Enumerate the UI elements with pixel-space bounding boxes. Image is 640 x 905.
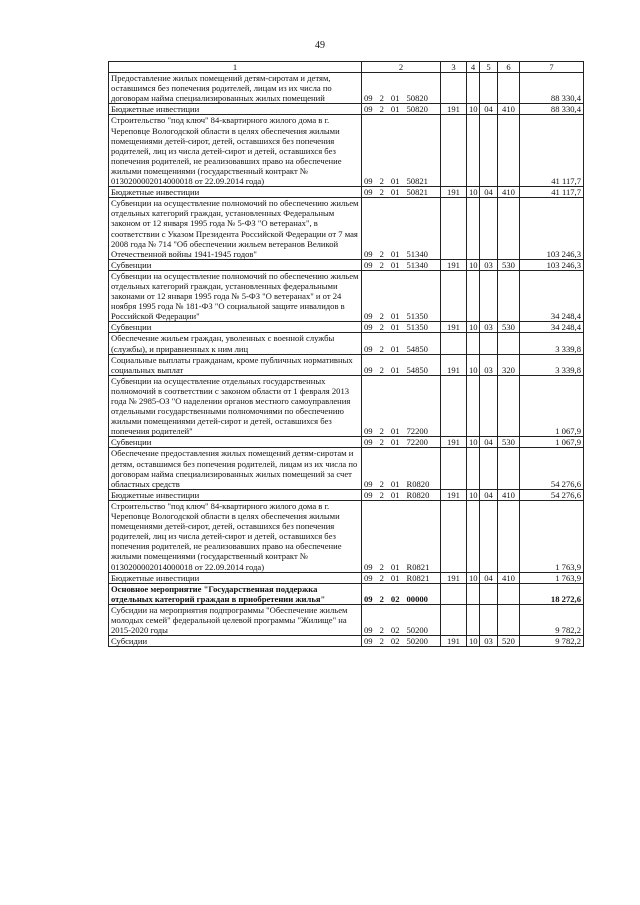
code-part: 2	[379, 636, 384, 647]
table-row	[109, 187, 584, 198]
row-col-5: 04	[480, 489, 498, 500]
row-col-3: 191	[441, 572, 467, 583]
row-col-4: 10	[467, 572, 480, 583]
code-part: 01	[390, 311, 400, 322]
code-part: 54850	[406, 364, 428, 375]
row-name: Социальные выплаты гражданам, кроме публичных нормативных социальных выплат	[109, 354, 362, 375]
code-part: 01	[390, 489, 400, 500]
table-row	[109, 375, 584, 437]
code-part: 09	[364, 572, 373, 583]
row-name: Субсидии на мероприятия подпрограммы "Обеспечение жильем молодых семей" федеральной целевой программы "Жилище" на 2015-2020 годы	[109, 604, 362, 635]
table-header-row	[109, 62, 584, 73]
row-amount: 88 330,4	[520, 73, 584, 104]
row-amount: 54 276,6	[520, 489, 584, 500]
row-name: Субвенции на осуществление отдельных государственных полномочий в соответствии с законом области от 1 февраля 2013 года № 2985-ОЗ "О наделении органов местного самоуправления отдельными государственными полномочиями по обеспечению жилыми помещениями детей-сирот и детей, оставшихся без попечения родителей"	[109, 375, 362, 437]
row-col-5: 04	[480, 572, 498, 583]
row-amount: 34 248,4	[520, 270, 584, 321]
code-part: 01	[390, 322, 400, 333]
code-part: 2	[379, 187, 384, 198]
code-part: 01	[390, 176, 400, 187]
row-code	[362, 604, 441, 635]
code-part: 50821	[406, 176, 428, 187]
code-part: 02	[390, 636, 400, 647]
row-col-6: 520	[498, 636, 520, 647]
code-part: 50820	[406, 104, 428, 115]
table-row	[109, 259, 584, 270]
row-amount: 1 067,9	[520, 375, 584, 437]
row-col-5: 04	[480, 187, 498, 198]
row-col-3: 191	[441, 354, 467, 375]
code-part: 09	[364, 426, 373, 437]
row-col-6	[498, 270, 520, 321]
row-amount: 9 782,2	[520, 604, 584, 635]
code-part: 2	[379, 572, 384, 583]
row-code	[362, 198, 441, 260]
code-part: 01	[390, 437, 400, 448]
row-col-6	[498, 604, 520, 635]
row-col-6	[498, 333, 520, 354]
code-part: 01	[390, 426, 400, 437]
row-col-6: 410	[498, 572, 520, 583]
row-name: Субвенции	[109, 259, 362, 270]
row-col-6	[498, 198, 520, 260]
table-row	[109, 198, 584, 260]
row-name: Бюджетные инвестиции	[109, 104, 362, 115]
row-code	[362, 270, 441, 321]
table-row	[109, 448, 584, 489]
code-part: 01	[390, 259, 400, 270]
row-code	[362, 636, 441, 647]
row-col-5	[480, 500, 498, 572]
code-part: 2	[379, 104, 384, 115]
row-col-6	[498, 583, 520, 604]
row-code	[362, 333, 441, 354]
row-col-3: 191	[441, 187, 467, 198]
row-col-5	[480, 73, 498, 104]
column-header: 3	[441, 62, 467, 73]
code-part: 02	[390, 593, 400, 604]
row-name: Предоставление жилых помещений детям-сиротам и детям, оставшимся без попечения родителей, лицам из их числа по договорам найма специализированных жилых помещений	[109, 73, 362, 104]
row-col-3: 191	[441, 104, 467, 115]
code-part: 02	[390, 625, 400, 636]
code-part: 01	[390, 104, 400, 115]
code-part: 01	[390, 572, 400, 583]
row-code	[362, 572, 441, 583]
row-code	[362, 375, 441, 437]
row-code	[362, 500, 441, 572]
budget-table	[108, 61, 584, 647]
row-col-4	[467, 270, 480, 321]
row-col-3	[441, 375, 467, 437]
code-part: 01	[390, 364, 400, 375]
row-col-6: 410	[498, 187, 520, 198]
row-col-6: 530	[498, 259, 520, 270]
code-part: 01	[390, 561, 400, 572]
code-part: 09	[364, 561, 373, 572]
row-col-5: 03	[480, 322, 498, 333]
row-code	[362, 583, 441, 604]
row-name: Обеспечение жильем граждан, уволенных с военной службы (службы), и приравненных к ним лиц	[109, 333, 362, 354]
row-col-4	[467, 73, 480, 104]
row-amount: 1 763,9	[520, 572, 584, 583]
code-part: 09	[364, 322, 373, 333]
table-row	[109, 604, 584, 635]
table-row	[109, 636, 584, 647]
code-part: 50821	[406, 187, 428, 198]
row-col-6: 410	[498, 104, 520, 115]
code-part: 2	[379, 593, 384, 604]
row-col-5	[480, 333, 498, 354]
column-header: 1	[109, 62, 362, 73]
row-code	[362, 437, 441, 448]
code-part: 2	[379, 489, 384, 500]
code-part: 2	[379, 343, 384, 354]
code-part: 2	[379, 176, 384, 187]
row-code	[362, 187, 441, 198]
row-col-3: 191	[441, 437, 467, 448]
table-row	[109, 583, 584, 604]
code-part: 2	[379, 478, 384, 489]
row-amount: 41 117,7	[520, 115, 584, 187]
code-part: 09	[364, 478, 373, 489]
row-col-3	[441, 448, 467, 489]
code-part: 50820	[406, 93, 428, 104]
code-part: 09	[364, 593, 373, 604]
code-part: 01	[390, 93, 400, 104]
row-amount: 54 276,6	[520, 448, 584, 489]
row-col-5	[480, 448, 498, 489]
row-amount: 3 339,8	[520, 333, 584, 354]
row-name: Бюджетные инвестиции	[109, 489, 362, 500]
row-col-3	[441, 270, 467, 321]
row-name: Основное мероприятие "Государственная поддержка отдельных категорий граждан в приобретении жилья"	[109, 583, 362, 604]
row-name: Бюджетные инвестиции	[109, 572, 362, 583]
row-col-4: 10	[467, 322, 480, 333]
code-part: 09	[364, 93, 373, 104]
code-part: 51340	[406, 259, 428, 270]
row-code	[362, 73, 441, 104]
row-name: Субвенции на осуществление полномочий по обеспечению жильем отдельных категорий граждан, установленных Федеральным законом от 12 января 1995 года № 5-ФЗ "О ветеранах", в соответствии с Указом Президента Российской Федерации от 7 мая 2008 года № 714 "Об обеспечении жильем ветеранов Великой Отечественной войны 1941-1945 годов"	[109, 198, 362, 260]
row-col-5: 04	[480, 104, 498, 115]
row-amount: 3 339,8	[520, 354, 584, 375]
row-amount: 41 117,7	[520, 187, 584, 198]
row-col-5: 04	[480, 437, 498, 448]
code-part: R0820	[406, 489, 430, 500]
row-col-4	[467, 333, 480, 354]
row-col-6	[498, 115, 520, 187]
row-col-3	[441, 583, 467, 604]
table-row	[109, 333, 584, 354]
row-col-5	[480, 604, 498, 635]
code-part: 54850	[406, 343, 428, 354]
page-number: 49	[315, 40, 325, 51]
row-col-6: 530	[498, 322, 520, 333]
code-part: 2	[379, 364, 384, 375]
code-part: 2	[379, 322, 384, 333]
column-header: 5	[480, 62, 498, 73]
row-col-6	[498, 73, 520, 104]
row-name: Субвенции на осуществление полномочий по обеспечению жильем отдельных категорий граждан, установленных федеральными законами от 12 января 1995 года № 5-ФЗ "О ветеранах" и от 24 ноября 1995 года № 181-ФЗ "О социальной защите инвалидов в Российской Федерации"	[109, 270, 362, 321]
code-part: 01	[390, 478, 400, 489]
code-part: R0821	[406, 572, 430, 583]
row-col-3	[441, 115, 467, 187]
row-col-6: 530	[498, 437, 520, 448]
row-name: Бюджетные инвестиции	[109, 187, 362, 198]
row-col-3	[441, 73, 467, 104]
row-col-6: 410	[498, 489, 520, 500]
row-col-4	[467, 448, 480, 489]
row-col-4: 10	[467, 104, 480, 115]
column-header: 7	[520, 62, 584, 73]
code-part: 2	[379, 625, 384, 636]
code-part: 2	[379, 561, 384, 572]
row-name: Субвенции	[109, 322, 362, 333]
code-part: 2	[379, 248, 384, 259]
code-part: 09	[364, 176, 373, 187]
row-col-3: 191	[441, 322, 467, 333]
row-col-5: 03	[480, 259, 498, 270]
code-part: 01	[390, 343, 400, 354]
row-amount: 1 067,9	[520, 437, 584, 448]
code-part: 51350	[406, 311, 428, 322]
row-col-3	[441, 333, 467, 354]
row-amount: 103 246,3	[520, 198, 584, 260]
code-part: R0820	[406, 478, 430, 489]
code-part: 09	[364, 636, 373, 647]
code-part: 09	[364, 489, 373, 500]
row-col-4: 10	[467, 187, 480, 198]
row-amount: 34 248,4	[520, 322, 584, 333]
code-part: 09	[364, 311, 373, 322]
row-code	[362, 322, 441, 333]
column-header: 4	[467, 62, 480, 73]
code-part: 72200	[406, 437, 428, 448]
table-row	[109, 489, 584, 500]
table-row	[109, 104, 584, 115]
table-row	[109, 270, 584, 321]
row-col-5: 03	[480, 636, 498, 647]
row-col-5	[480, 583, 498, 604]
row-amount: 103 246,3	[520, 259, 584, 270]
row-col-5	[480, 270, 498, 321]
row-col-6	[498, 448, 520, 489]
row-col-4	[467, 604, 480, 635]
table-row	[109, 500, 584, 572]
code-part: 51350	[406, 322, 428, 333]
row-col-6	[498, 375, 520, 437]
row-col-3: 191	[441, 489, 467, 500]
code-part: 09	[364, 625, 373, 636]
row-name: Строительство "под ключ" 84-квартирного жилого дома в г. Череповце Вологодской области в целях обеспечения жилыми помещениями детей-сирот, детей, оставшихся без попечения родителей, лиц из числа детей-сирот и детей, оставшихся без попечения родителей, не реализовавших право на обеспечение жилыми помещениями (государственный контракт № 0130200002014000018 от 22.09.2014 года)	[109, 500, 362, 572]
code-part: 2	[379, 311, 384, 322]
code-part: 2	[379, 426, 384, 437]
row-col-6	[498, 500, 520, 572]
row-col-5	[480, 375, 498, 437]
row-col-4	[467, 198, 480, 260]
row-col-4: 10	[467, 354, 480, 375]
column-header: 2	[362, 62, 441, 73]
code-part: 09	[364, 187, 373, 198]
code-part: 72200	[406, 426, 428, 437]
row-code	[362, 115, 441, 187]
row-col-3	[441, 500, 467, 572]
row-col-3	[441, 604, 467, 635]
row-amount: 88 330,4	[520, 104, 584, 115]
row-amount: 9 782,2	[520, 636, 584, 647]
row-code	[362, 448, 441, 489]
row-col-4: 10	[467, 259, 480, 270]
row-name: Субвенции	[109, 437, 362, 448]
code-part: 09	[364, 104, 373, 115]
row-col-3: 191	[441, 259, 467, 270]
code-part: 2	[379, 437, 384, 448]
row-code	[362, 104, 441, 115]
table-row	[109, 354, 584, 375]
row-name: Обеспечение предоставления жилых помещений детям-сиротам и детям, оставшимся без попечения родителей, лицам из их числа по договорам найма специализированных жилых помещений за счет областных средств	[109, 448, 362, 489]
code-part: 09	[364, 364, 373, 375]
code-part: 09	[364, 343, 373, 354]
row-col-4	[467, 375, 480, 437]
code-part: 00000	[406, 593, 428, 604]
row-col-5	[480, 115, 498, 187]
row-col-3	[441, 198, 467, 260]
code-part: 01	[390, 187, 400, 198]
row-col-3: 191	[441, 636, 467, 647]
row-col-5: 03	[480, 354, 498, 375]
row-amount: 18 272,6	[520, 583, 584, 604]
code-part: 09	[364, 437, 373, 448]
table-row	[109, 115, 584, 187]
row-col-4	[467, 115, 480, 187]
row-col-4: 10	[467, 489, 480, 500]
code-part: 50200	[406, 625, 428, 636]
row-code	[362, 489, 441, 500]
row-name: Субсидии	[109, 636, 362, 647]
code-part: 50200	[406, 636, 428, 647]
code-part: 2	[379, 259, 384, 270]
row-name: Строительство "под ключ" 84-квартирного жилого дома в г. Череповце Вологодской области в целях обеспечения жилыми помещениями детей-сирот, детей, оставшихся без попечения родителей, лиц из числа детей-сирот и детей, оставшихся без попечения родителей, не реализовавших право на обеспечение жилыми помещениями (государственный контракт № 0130200002014000018 от 22.09.2014 года)	[109, 115, 362, 187]
row-col-6: 320	[498, 354, 520, 375]
code-part: 2	[379, 93, 384, 104]
code-part: 01	[390, 248, 400, 259]
row-col-4	[467, 500, 480, 572]
table-body	[109, 73, 584, 647]
code-part: 09	[364, 248, 373, 259]
table-row	[109, 322, 584, 333]
row-amount: 1 763,9	[520, 500, 584, 572]
row-col-4	[467, 583, 480, 604]
row-code	[362, 259, 441, 270]
column-header: 6	[498, 62, 520, 73]
table-row	[109, 73, 584, 104]
row-code	[362, 354, 441, 375]
table-row	[109, 437, 584, 448]
row-col-4: 10	[467, 636, 480, 647]
code-part: 51340	[406, 248, 428, 259]
code-part: R0821	[406, 561, 430, 572]
row-col-4: 10	[467, 437, 480, 448]
code-part: 09	[364, 259, 373, 270]
row-col-5	[480, 198, 498, 260]
table-row	[109, 572, 584, 583]
